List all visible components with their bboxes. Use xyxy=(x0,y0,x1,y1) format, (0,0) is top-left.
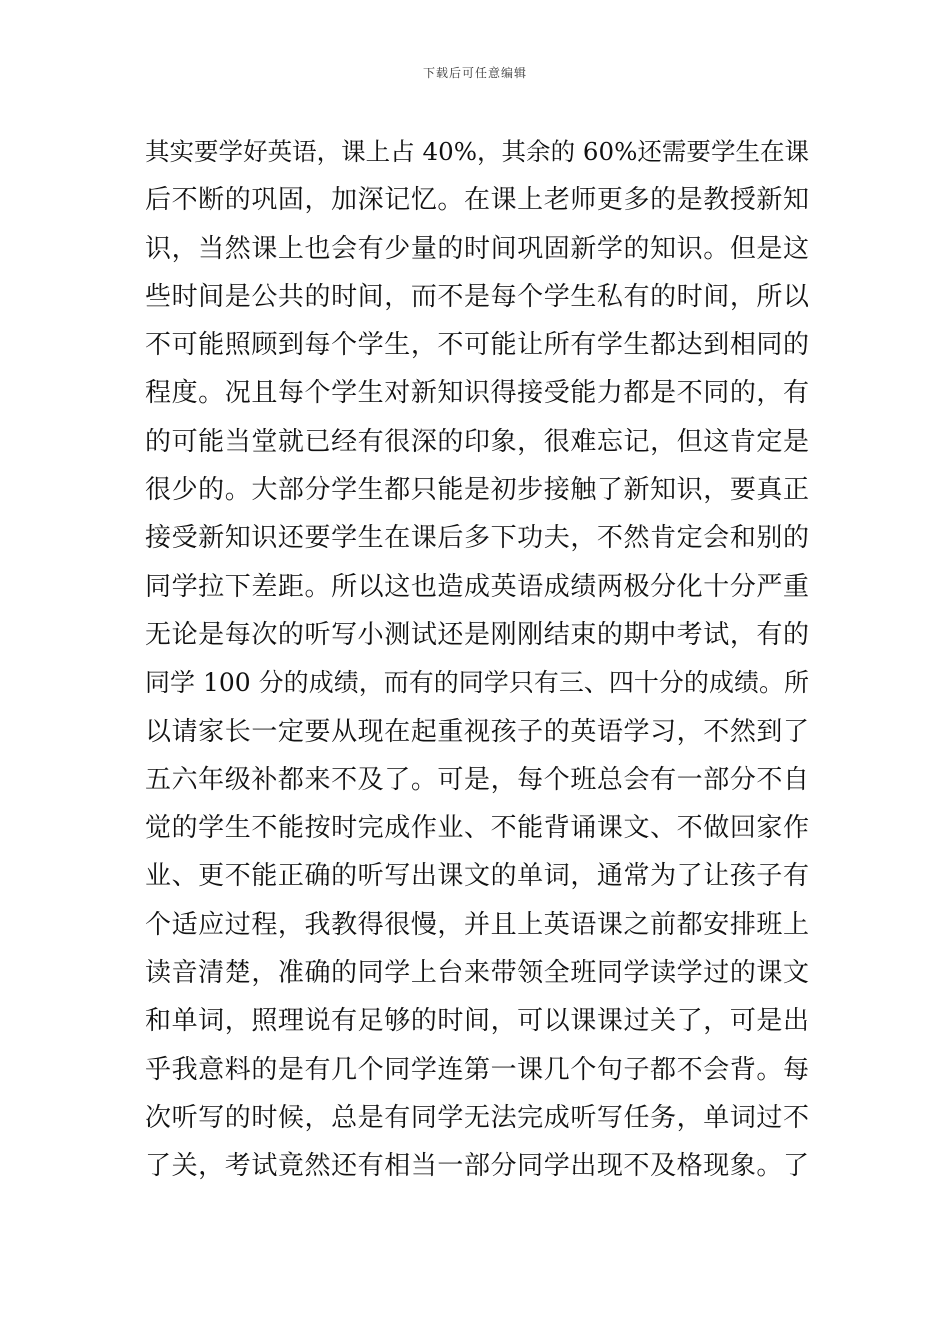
text-line: 不可能照顾到每个学生，不可能让所有学生都达到相同的 xyxy=(145,330,809,361)
text-line: 其实要学好英语，课上占 40%，其余的 60%还需要学生在课 xyxy=(145,137,809,166)
text-line: 了关，考试竟然还有相当一部分同学出现不及格现象。了 xyxy=(145,1151,809,1182)
text-line: 次听写的时候，总是有同学无法完成听写任务，单词过不 xyxy=(145,1102,809,1133)
text-line: 程度。况且每个学生对新知识得接受能力都是不同的，有 xyxy=(145,378,809,409)
text-line: 以请家长一定要从现在起重视孩子的英语学习，不然到了 xyxy=(145,716,809,747)
text-line: 识，当然课上也会有少量的时间巩固新学的知识。但是这 xyxy=(145,233,809,264)
text-line: 很少的。大部分学生都只能是初步接触了新知识，要真正 xyxy=(145,475,809,506)
text-line: 读音清楚，准确的同学上台来带领全班同学读学过的课文 xyxy=(145,958,809,989)
text-line: 觉的学生不能按时完成作业、不能背诵课文、不做回家作 xyxy=(145,813,809,844)
text-line: 接受新知识还要学生在课后多下功夫，不然肯定会和别的 xyxy=(145,523,809,554)
page-header: 下载后可任意编辑 xyxy=(422,66,527,80)
text-line: 乎我意料的是有几个同学连第一课几个句子都不会背。每 xyxy=(145,1054,809,1085)
text-line: 业、更不能正确的听写出课文的单词，通常为了让孩子有 xyxy=(145,861,809,892)
text-line: 的可能当堂就已经有很深的印象，很难忘记，但这肯定是 xyxy=(145,426,809,457)
text-line: 同学 100 分的成绩，而有的同学只有三、四十分的成绩。所 xyxy=(145,668,809,698)
text-line: 个适应过程，我教得很慢，并且上英语课之前都安排班上 xyxy=(145,909,809,940)
text-line: 和单词，照理说有足够的时间，可以课课过关了，可是出 xyxy=(145,1006,809,1037)
text-line: 同学拉下差距。所以这也造成英语成绩两极分化十分严重 xyxy=(145,571,809,602)
text-line: 无论是每次的听写小测试还是刚刚结束的期中考试，有的 xyxy=(145,619,809,650)
text-line: 些时间是公共的时间，而不是每个学生私有的时间，所以 xyxy=(145,281,809,312)
body-paragraph xyxy=(145,128,809,1191)
text-line: 后不断的巩固，加深记忆。在课上老师更多的是教授新知 xyxy=(145,185,809,216)
text-line: 五六年级补都来不及了。可是，每个班总会有一部分不自 xyxy=(145,764,809,795)
